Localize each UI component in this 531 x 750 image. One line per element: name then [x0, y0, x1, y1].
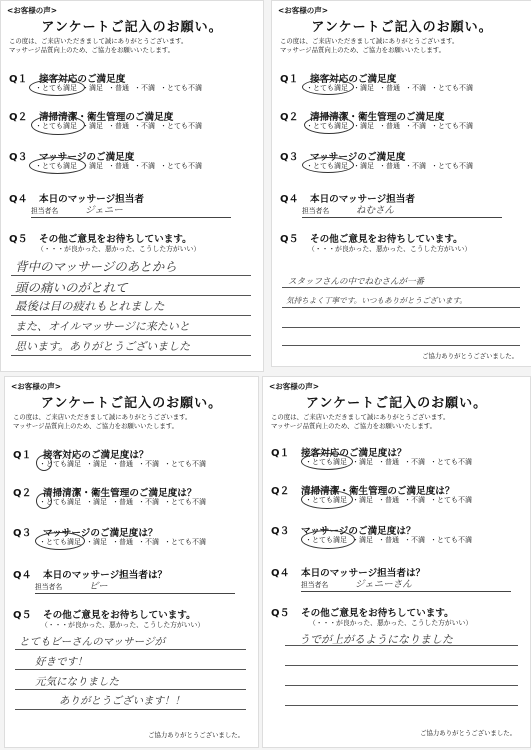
question-2	[9, 105, 257, 139]
question-text: マッサージのご満足度は？	[301, 526, 416, 537]
selection-circle	[301, 490, 353, 509]
survey-title: アンケートご記入のお願い。	[311, 20, 493, 35]
survey-title: アンケートご記入のお願い。	[305, 396, 488, 411]
comment-line	[11, 355, 251, 356]
option-very-dissatisfied[interactable]: ・とても不満	[431, 84, 473, 92]
selection-circle	[302, 79, 354, 95]
question-2	[13, 481, 252, 515]
voice-label: <お客様の声>	[11, 382, 62, 391]
option-very-satisfied[interactable]: ・とても満足	[305, 496, 347, 504]
question-number: Q１	[9, 74, 28, 85]
comment-line	[11, 335, 251, 336]
question-text: 接客対応のご満足度は？	[301, 448, 407, 459]
option-satisfied[interactable]: ・満足	[352, 458, 373, 466]
comment-text: 背中のマッサージのあとから	[15, 259, 177, 274]
comment-line	[15, 689, 246, 690]
question-number: Q３	[280, 152, 299, 163]
option-very-satisfied[interactable]: ・とても満足	[35, 84, 77, 92]
comment-line	[11, 315, 251, 316]
question-subtext: （・・・が良かった、悪かった、こうした方がいい）	[309, 619, 473, 627]
survey-intro: この度は、ご来店いただきまして誠にありがとうございます。 マッサージ品質向上のため、ご協力をお願いいたします。	[13, 413, 192, 430]
question-text: 本日のマッサージ担当者	[39, 194, 144, 205]
question-text: 清掃清潔・衛生管理のご満足度	[39, 112, 174, 123]
option-very-satisfied[interactable]: ・とても満足	[39, 498, 81, 506]
option-very-dissatisfied[interactable]: ・とても不満	[160, 162, 202, 170]
option-satisfied[interactable]: ・満足	[86, 538, 107, 546]
option-satisfied[interactable]: ・満足	[82, 122, 103, 130]
staff-name-value: ジェニー	[85, 205, 123, 216]
comment-line	[282, 287, 520, 288]
option-dissatisfied[interactable]: ・不満	[138, 460, 159, 468]
option-normal[interactable]: ・普通	[378, 458, 399, 466]
question-number: Q３	[271, 526, 290, 537]
option-normal[interactable]: ・普通	[108, 122, 129, 130]
comment-text: うでが上がるようになりました	[299, 633, 453, 646]
question-number: Q２	[271, 486, 290, 497]
question-4	[280, 187, 526, 221]
question-text: 本日のマッサージ担当者	[310, 194, 415, 205]
staff-name-field[interactable]	[302, 204, 502, 218]
comment-text: 思います。ありがとうございました	[15, 340, 191, 353]
question-5	[271, 601, 524, 635]
option-very-satisfied[interactable]: ・とても満足	[39, 460, 81, 468]
option-dissatisfied[interactable]: ・不満	[404, 536, 425, 544]
question-number: Q５	[9, 234, 28, 245]
question-text: 接客対応のご満足度	[310, 74, 397, 85]
question-number: Q３	[9, 152, 28, 163]
thanks-note: ご協力ありがとうございました。	[420, 729, 516, 737]
staff-name-label: 担当者名	[31, 207, 59, 215]
question-5	[13, 603, 252, 637]
question-2	[271, 479, 524, 513]
selection-circle	[36, 493, 52, 509]
staff-name-field[interactable]	[35, 580, 235, 594]
staff-name-field[interactable]	[31, 204, 231, 218]
selection-circle	[302, 157, 354, 173]
question-text: その他ご意見をお待ちしています。	[310, 234, 463, 245]
option-very-dissatisfied[interactable]: ・とても不満	[431, 122, 473, 130]
survey-title: アンケートご記入のお願い。	[40, 396, 223, 411]
question-text: マッサージのご満足度	[310, 152, 406, 163]
staff-name-value: ジェニーさん	[355, 579, 412, 590]
option-normal[interactable]: ・普通	[112, 498, 133, 506]
question-1	[271, 441, 524, 475]
survey-card-d	[262, 376, 531, 748]
comment-text: また、オイルマッサージに来たいと	[15, 320, 190, 333]
survey-intro: この度は、ご来店いただきまして誠にありがとうございます。 マッサージ品質向上のため、ご協力をお願いいたします。	[9, 37, 188, 54]
question-text: 接客対応のご満足度は？	[43, 450, 149, 461]
question-3	[271, 519, 524, 553]
selection-circle	[301, 453, 353, 470]
option-dissatisfied[interactable]: ・不満	[138, 498, 159, 506]
question-text: 本日のマッサージ担当者は？	[43, 570, 168, 581]
question-text: 清掃清潔・衛生管理のご満足度は？	[301, 486, 455, 497]
selection-circle	[304, 116, 354, 134]
comment-text: スタッフさんの中でねむさんが一番	[288, 277, 425, 287]
option-very-dissatisfied[interactable]: ・とても不満	[430, 496, 472, 504]
rating-options	[39, 459, 211, 469]
comment-text: とてもビーさんのマッサージが	[19, 636, 165, 648]
selection-circle	[29, 79, 85, 96]
question-number: Q５	[280, 234, 299, 245]
comment-text: 好きです！	[35, 656, 88, 668]
question-number: Q５	[271, 608, 290, 619]
option-very-dissatisfied[interactable]: ・とても不満	[164, 460, 206, 468]
comment-text: 最後は目の疲れもとれました	[15, 299, 165, 313]
staff-name-label: 担当者名	[35, 583, 63, 591]
option-normal[interactable]: ・普通	[379, 162, 400, 170]
comment-text: 元気になりました	[35, 676, 119, 688]
question-text: 清掃清潔・衛生管理のご満足度	[310, 112, 445, 123]
question-1	[280, 67, 526, 101]
option-satisfied[interactable]: ・満足	[353, 84, 374, 92]
selection-circle	[301, 530, 355, 549]
option-very-dissatisfied[interactable]: ・とても不満	[160, 84, 202, 92]
option-satisfied[interactable]: ・満足	[352, 536, 373, 544]
question-number: Q４	[13, 570, 32, 581]
option-dissatisfied[interactable]: ・不満	[405, 84, 426, 92]
question-text: その他ご意見をお待ちしています。	[43, 610, 196, 621]
comment-line	[282, 345, 520, 346]
comment-line	[285, 705, 518, 706]
question-4	[271, 561, 524, 595]
comment-line	[285, 685, 518, 686]
question-number: Q１	[280, 74, 299, 85]
voice-label: <お客様の声>	[278, 6, 329, 15]
comment-text: 気持ちよく丁寧です。いつもありがとうございます。	[286, 296, 468, 305]
survey-card-b	[271, 0, 531, 367]
survey-intro: この度は、ご来店いただきまして誠にありがとうございます。 マッサージ品質向上のため、ご協力をお願いいたします。	[280, 37, 459, 54]
question-2	[280, 105, 526, 139]
comment-line	[285, 665, 518, 666]
option-satisfied[interactable]: ・満足	[353, 122, 374, 130]
option-normal[interactable]: ・普通	[379, 122, 400, 130]
option-very-satisfied[interactable]: ・とても満足	[306, 162, 348, 170]
rating-options	[39, 497, 211, 507]
question-1	[13, 443, 252, 477]
question-text: 本日のマッサージ担当者は？	[301, 568, 426, 579]
question-3	[13, 521, 252, 555]
staff-name-label: 担当者名	[301, 581, 329, 589]
staff-name-label: 担当者名	[302, 207, 330, 215]
voice-label: <お客様の声>	[7, 6, 58, 15]
selection-circle	[35, 532, 85, 550]
option-dissatisfied[interactable]: ・不満	[134, 162, 155, 170]
option-normal[interactable]: ・普通	[378, 536, 399, 544]
selection-circle	[29, 157, 86, 174]
selection-circle	[36, 455, 52, 471]
option-very-dissatisfied[interactable]: ・とても不満	[431, 162, 473, 170]
option-very-satisfied[interactable]: ・とても満足	[39, 538, 81, 546]
option-very-satisfied[interactable]: ・とても満足	[305, 458, 347, 466]
voice-label: <お客様の声>	[269, 382, 320, 391]
comment-text: ありがとうございます！！	[59, 695, 185, 707]
option-satisfied[interactable]: ・満足	[82, 162, 103, 170]
thanks-note: ご協力ありがとうございました。	[148, 731, 244, 739]
question-number: Q４	[9, 194, 28, 205]
option-very-satisfied[interactable]: ・とても満足	[305, 536, 347, 544]
question-number: Q４	[280, 194, 299, 205]
option-dissatisfied[interactable]: ・不満	[404, 458, 425, 466]
question-3	[9, 145, 257, 179]
option-dissatisfied[interactable]: ・不満	[134, 122, 155, 130]
comment-line	[282, 327, 520, 328]
survey-intro: この度は、ご来店いただきまして誠にありがとうございます。 マッサージ品質向上のため、ご協力をお願いいたします。	[271, 413, 450, 430]
question-1	[9, 67, 257, 101]
option-very-satisfied[interactable]: ・とても満足	[306, 122, 348, 130]
question-number: Q５	[13, 610, 32, 621]
option-satisfied[interactable]: ・満足	[82, 84, 103, 92]
question-subtext: （・・・が良かった、悪かった、こうした方がいい）	[37, 245, 201, 253]
option-very-dissatisfied[interactable]: ・とても不満	[164, 538, 206, 546]
option-normal[interactable]: ・普通	[112, 460, 133, 468]
question-number: Q４	[271, 568, 290, 579]
option-very-satisfied[interactable]: ・とても満足	[306, 84, 348, 92]
question-5	[9, 227, 257, 261]
question-3	[280, 145, 526, 179]
question-number: Q２	[9, 112, 28, 123]
comment-line	[15, 669, 246, 670]
option-very-dissatisfied[interactable]: ・とても不満	[164, 498, 206, 506]
selection-circle	[31, 115, 85, 135]
comment-line	[15, 649, 246, 650]
question-text: マッサージのご満足度	[39, 152, 135, 163]
question-number: Q１	[271, 448, 290, 459]
thanks-note: ご協力ありがとうございました。	[422, 352, 518, 360]
option-dissatisfied[interactable]: ・不満	[134, 84, 155, 92]
question-5	[280, 227, 526, 261]
question-subtext: （・・・が良かった、悪かった、こうした方がいい）	[308, 245, 472, 253]
option-satisfied[interactable]: ・満足	[352, 496, 373, 504]
comment-line	[11, 275, 251, 276]
survey-card-a	[0, 0, 264, 372]
option-satisfied[interactable]: ・満足	[353, 162, 374, 170]
question-number: Q２	[13, 488, 32, 499]
option-very-dissatisfied[interactable]: ・とても不満	[160, 122, 202, 130]
comment-line	[282, 307, 520, 308]
option-normal[interactable]: ・普通	[378, 496, 399, 504]
option-normal[interactable]: ・普通	[108, 162, 129, 170]
staff-name-value: ビー	[89, 581, 108, 592]
question-text: 清掃清潔・衛生管理のご満足度は？	[43, 488, 197, 499]
option-very-satisfied[interactable]: ・とても満足	[35, 122, 77, 130]
question-subtext: （・・・が良かった、悪かった、こうした方がいい）	[41, 621, 205, 629]
option-very-dissatisfied[interactable]: ・とても不満	[430, 536, 472, 544]
comment-text: 頭の痛いのがとれて	[15, 280, 128, 295]
option-dissatisfied[interactable]: ・不満	[405, 162, 426, 170]
staff-name-value: ねむさん	[356, 205, 395, 216]
question-4	[13, 563, 252, 597]
option-very-dissatisfied[interactable]: ・とても不満	[430, 458, 472, 466]
option-satisfied[interactable]: ・満足	[86, 498, 107, 506]
survey-title: アンケートご記入のお願い。	[41, 20, 223, 35]
option-dissatisfied[interactable]: ・不満	[405, 122, 426, 130]
question-text: 接客対応のご満足度	[39, 74, 126, 85]
option-normal[interactable]: ・普通	[379, 84, 400, 92]
option-very-satisfied[interactable]: ・とても満足	[35, 162, 77, 170]
staff-name-field[interactable]	[301, 578, 511, 592]
question-text: マッサージのご満足度は？	[43, 528, 158, 539]
comment-line	[15, 709, 246, 710]
question-4	[9, 187, 257, 221]
question-text: その他ご意見をお待ちしています。	[39, 234, 192, 245]
option-normal[interactable]: ・普通	[112, 538, 133, 546]
question-number: Q１	[13, 450, 32, 461]
option-dissatisfied[interactable]: ・不満	[404, 496, 425, 504]
option-satisfied[interactable]: ・満足	[86, 460, 107, 468]
option-normal[interactable]: ・普通	[108, 84, 129, 92]
survey-card-c	[4, 376, 259, 748]
question-number: Q２	[280, 112, 299, 123]
question-number: Q３	[13, 528, 32, 539]
question-text: その他ご意見をお待ちしています。	[301, 608, 454, 619]
option-dissatisfied[interactable]: ・不満	[138, 538, 159, 546]
